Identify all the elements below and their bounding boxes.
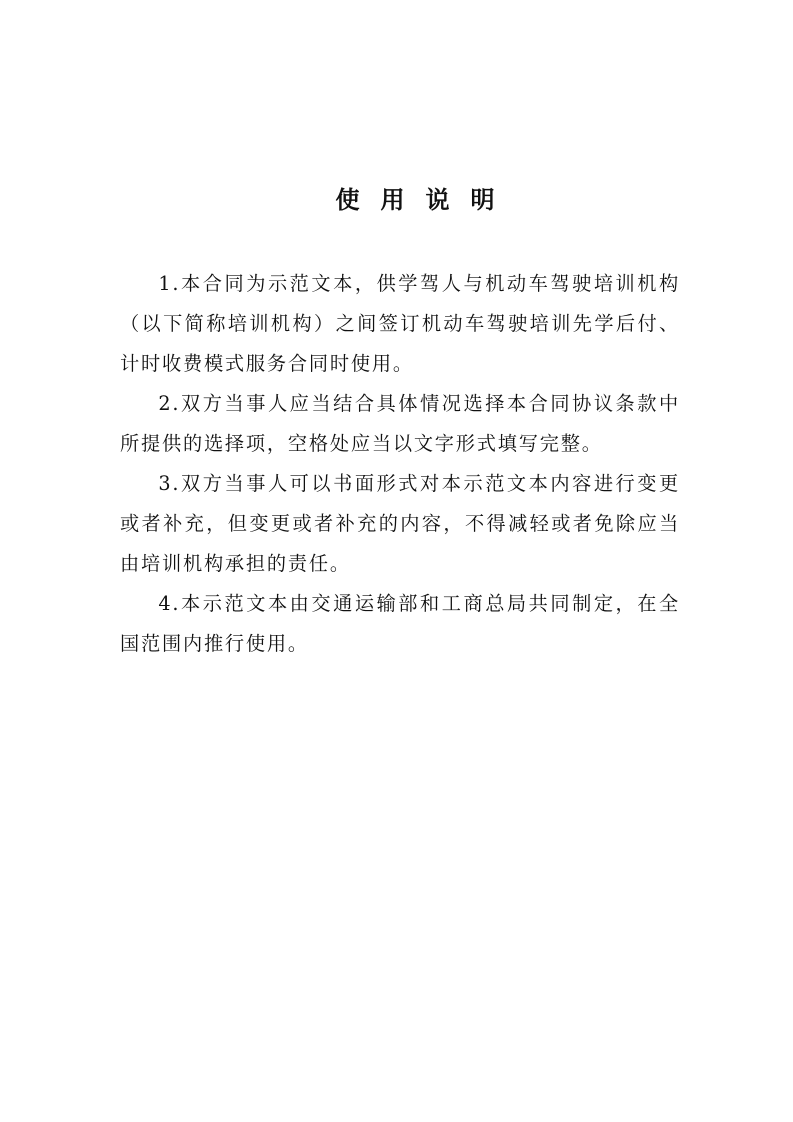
instruction-paragraph-2: 2.双方当事人应当结合具体情况选择本合同协议条款中所提供的选择项，空格处应当以文字形式填写完整。 — [120, 392, 680, 455]
instructions-body — [120, 264, 680, 664]
instruction-paragraph-3: 3.双方当事人可以书面形式对本示范文本内容进行变更或者补充，但变更或者补充的内容，不得减轻或者免除应当由培训机构承担的责任。 — [120, 472, 680, 575]
instruction-paragraph-1: 1.本合同为示范文本，供学驾人与机动车驾驶培训机构（以下简称培训机构）之间签订机动车驾驶培训先学后付、计时收费模式服务合同时使用。 — [120, 272, 680, 375]
document-title: 使用说明 — [335, 186, 516, 214]
instruction-paragraph-4: 4.本示范文本由交通运输部和工商总局共同制定，在全国范围内推行使用。 — [120, 592, 680, 655]
